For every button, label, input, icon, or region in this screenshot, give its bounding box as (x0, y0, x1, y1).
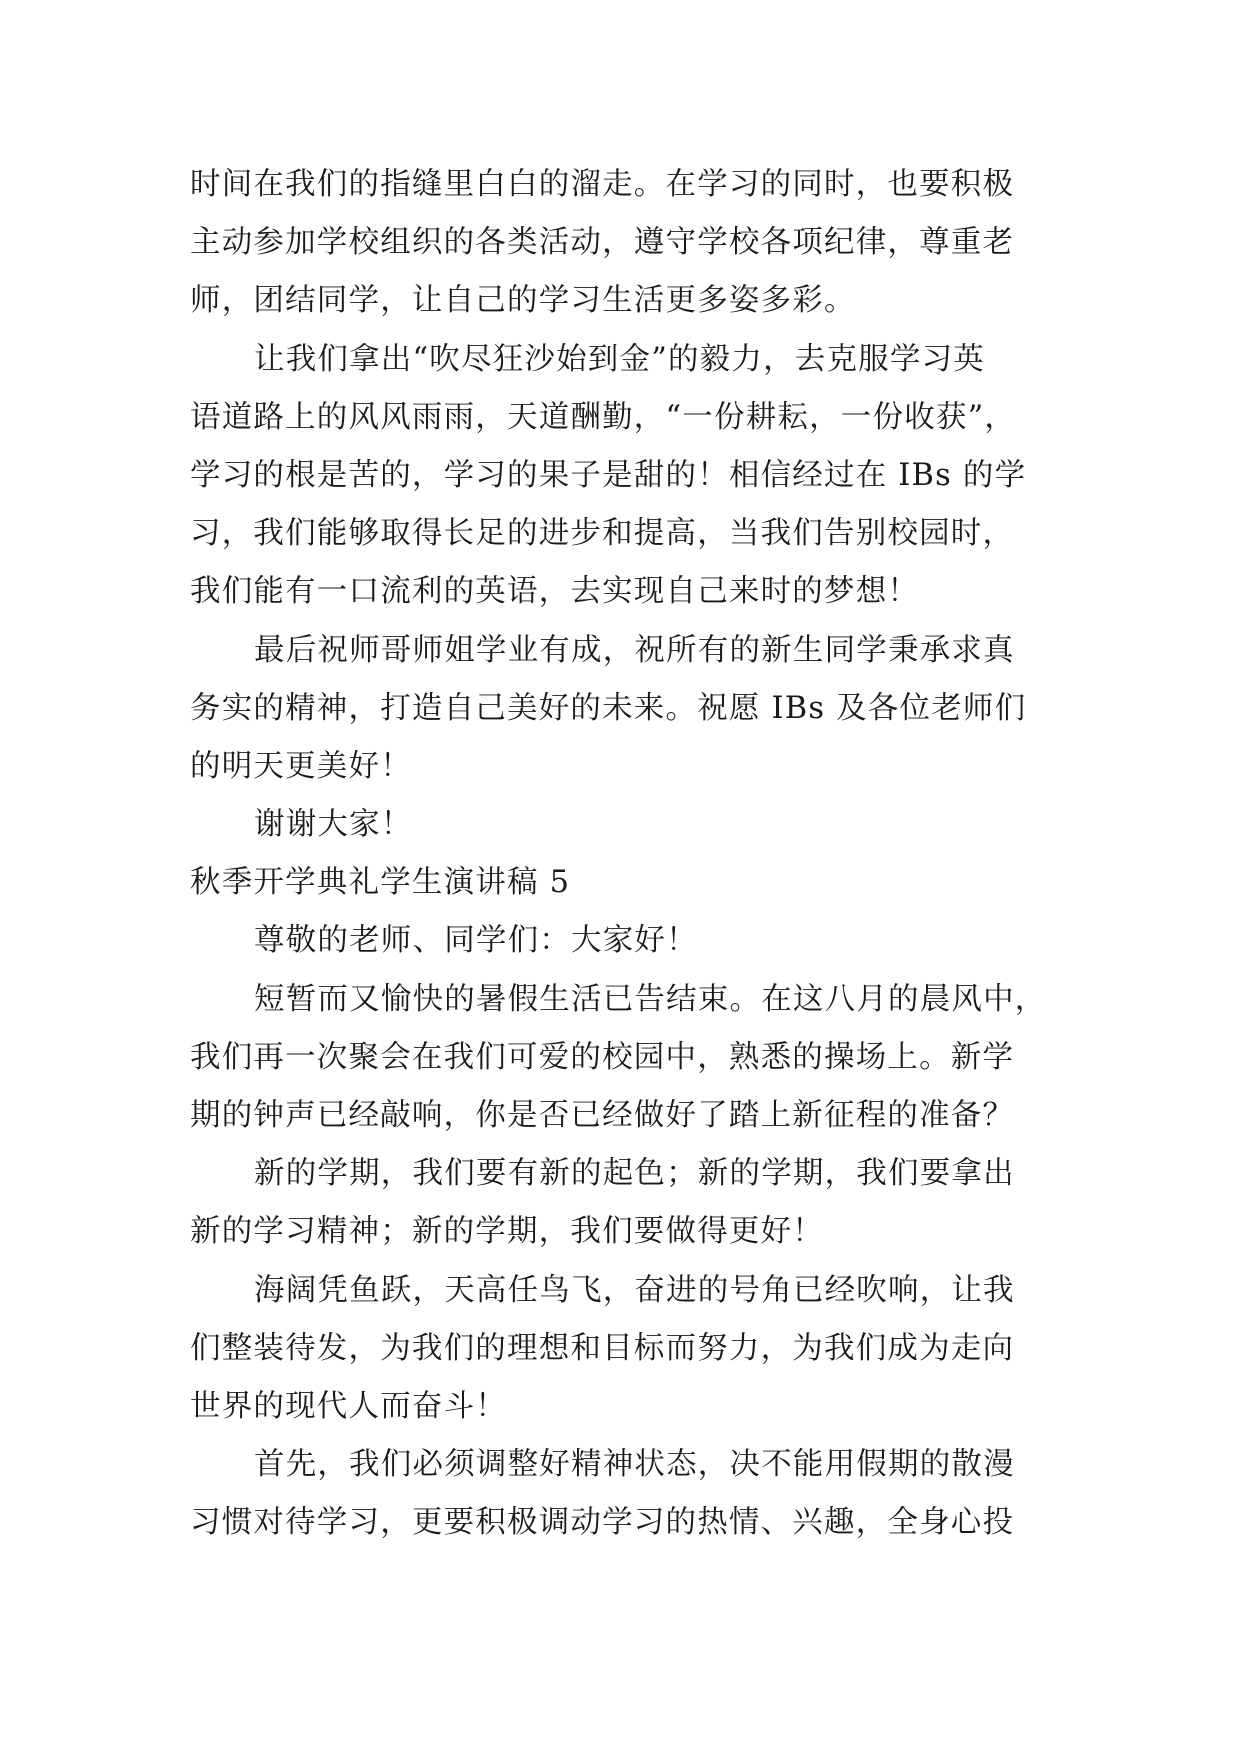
document-body (190, 156, 1070, 1553)
text-line: 师，团结同学，让自己的学习生活更多姿多彩。 (190, 283, 856, 319)
text-line: 期的钟声已经敲响，你是否已经做好了踏上新征程的准备？ (190, 1098, 1015, 1133)
text-line: 的明天更美好！ (190, 748, 412, 784)
section-heading: 秋季开学典礼学生演讲稿 5 (190, 865, 571, 901)
text-line: 学习的根是苦的，学习的果子是甜的！相信经过在 IBs 的学 (190, 457, 1027, 493)
text-line: 世界的现代人而奋斗！ (190, 1388, 507, 1424)
text-line: 让我们拿出“吹尽狂沙始到金”的毅力，去克服学习英 (254, 341, 985, 377)
text-line: 海阔凭鱼跃，天高任鸟飞，奋进的号角已经吹响，让我 (254, 1272, 1015, 1308)
text-line: 习，我们能够取得长足的进步和提高，当我们告别校园时， (190, 516, 1015, 552)
text-line: 尊敬的老师、同学们：大家好！ (254, 923, 698, 959)
text-line: 短暂而又愉快的暑假生活已告结束。在这八月的晨风中， (254, 981, 1047, 1017)
text-line: 务实的精神，打造自己美好的未来。祝愿 IBs 及各位老师们 (190, 690, 1027, 726)
text-line: 习惯对待学习，更要积极调动学习的热情、兴趣，全身心投 (190, 1505, 1015, 1541)
text-line: 主动参加学校组织的各类活动，遵守学校各项纪律，尊重老 (190, 225, 1015, 261)
text-line: 我们能有一口流利的英语，去实现自己来时的梦想！ (190, 574, 920, 610)
text-line: 时间在我们的指缝里白白的溜走。在学习的同时，也要积极 (190, 167, 1015, 202)
text-line: 新的学期，我们要有新的起色；新的学期，我们要拿出 (254, 1156, 1015, 1192)
text-line: 我们再一次聚会在我们可爱的校园中，熟悉的操场上。新学 (190, 1039, 1015, 1075)
text-line: 们整装待发，为我们的理想和目标而努力，为我们成为走向 (190, 1330, 1015, 1366)
text-line: 谢谢大家！ (254, 807, 413, 843)
text-line: 新的学习精神；新的学期，我们要做得更好！ (190, 1214, 824, 1250)
text-line: 语道路上的风风雨雨，天道酬勤，“一份耕耘，一份收获”， (190, 399, 1017, 435)
text-line: 最后祝师哥师姐学业有成，祝所有的新生同学秉承求真 (254, 632, 1015, 668)
text-line: 首先，我们必须调整好精神状态，决不能用假期的散漫 (254, 1447, 1015, 1483)
